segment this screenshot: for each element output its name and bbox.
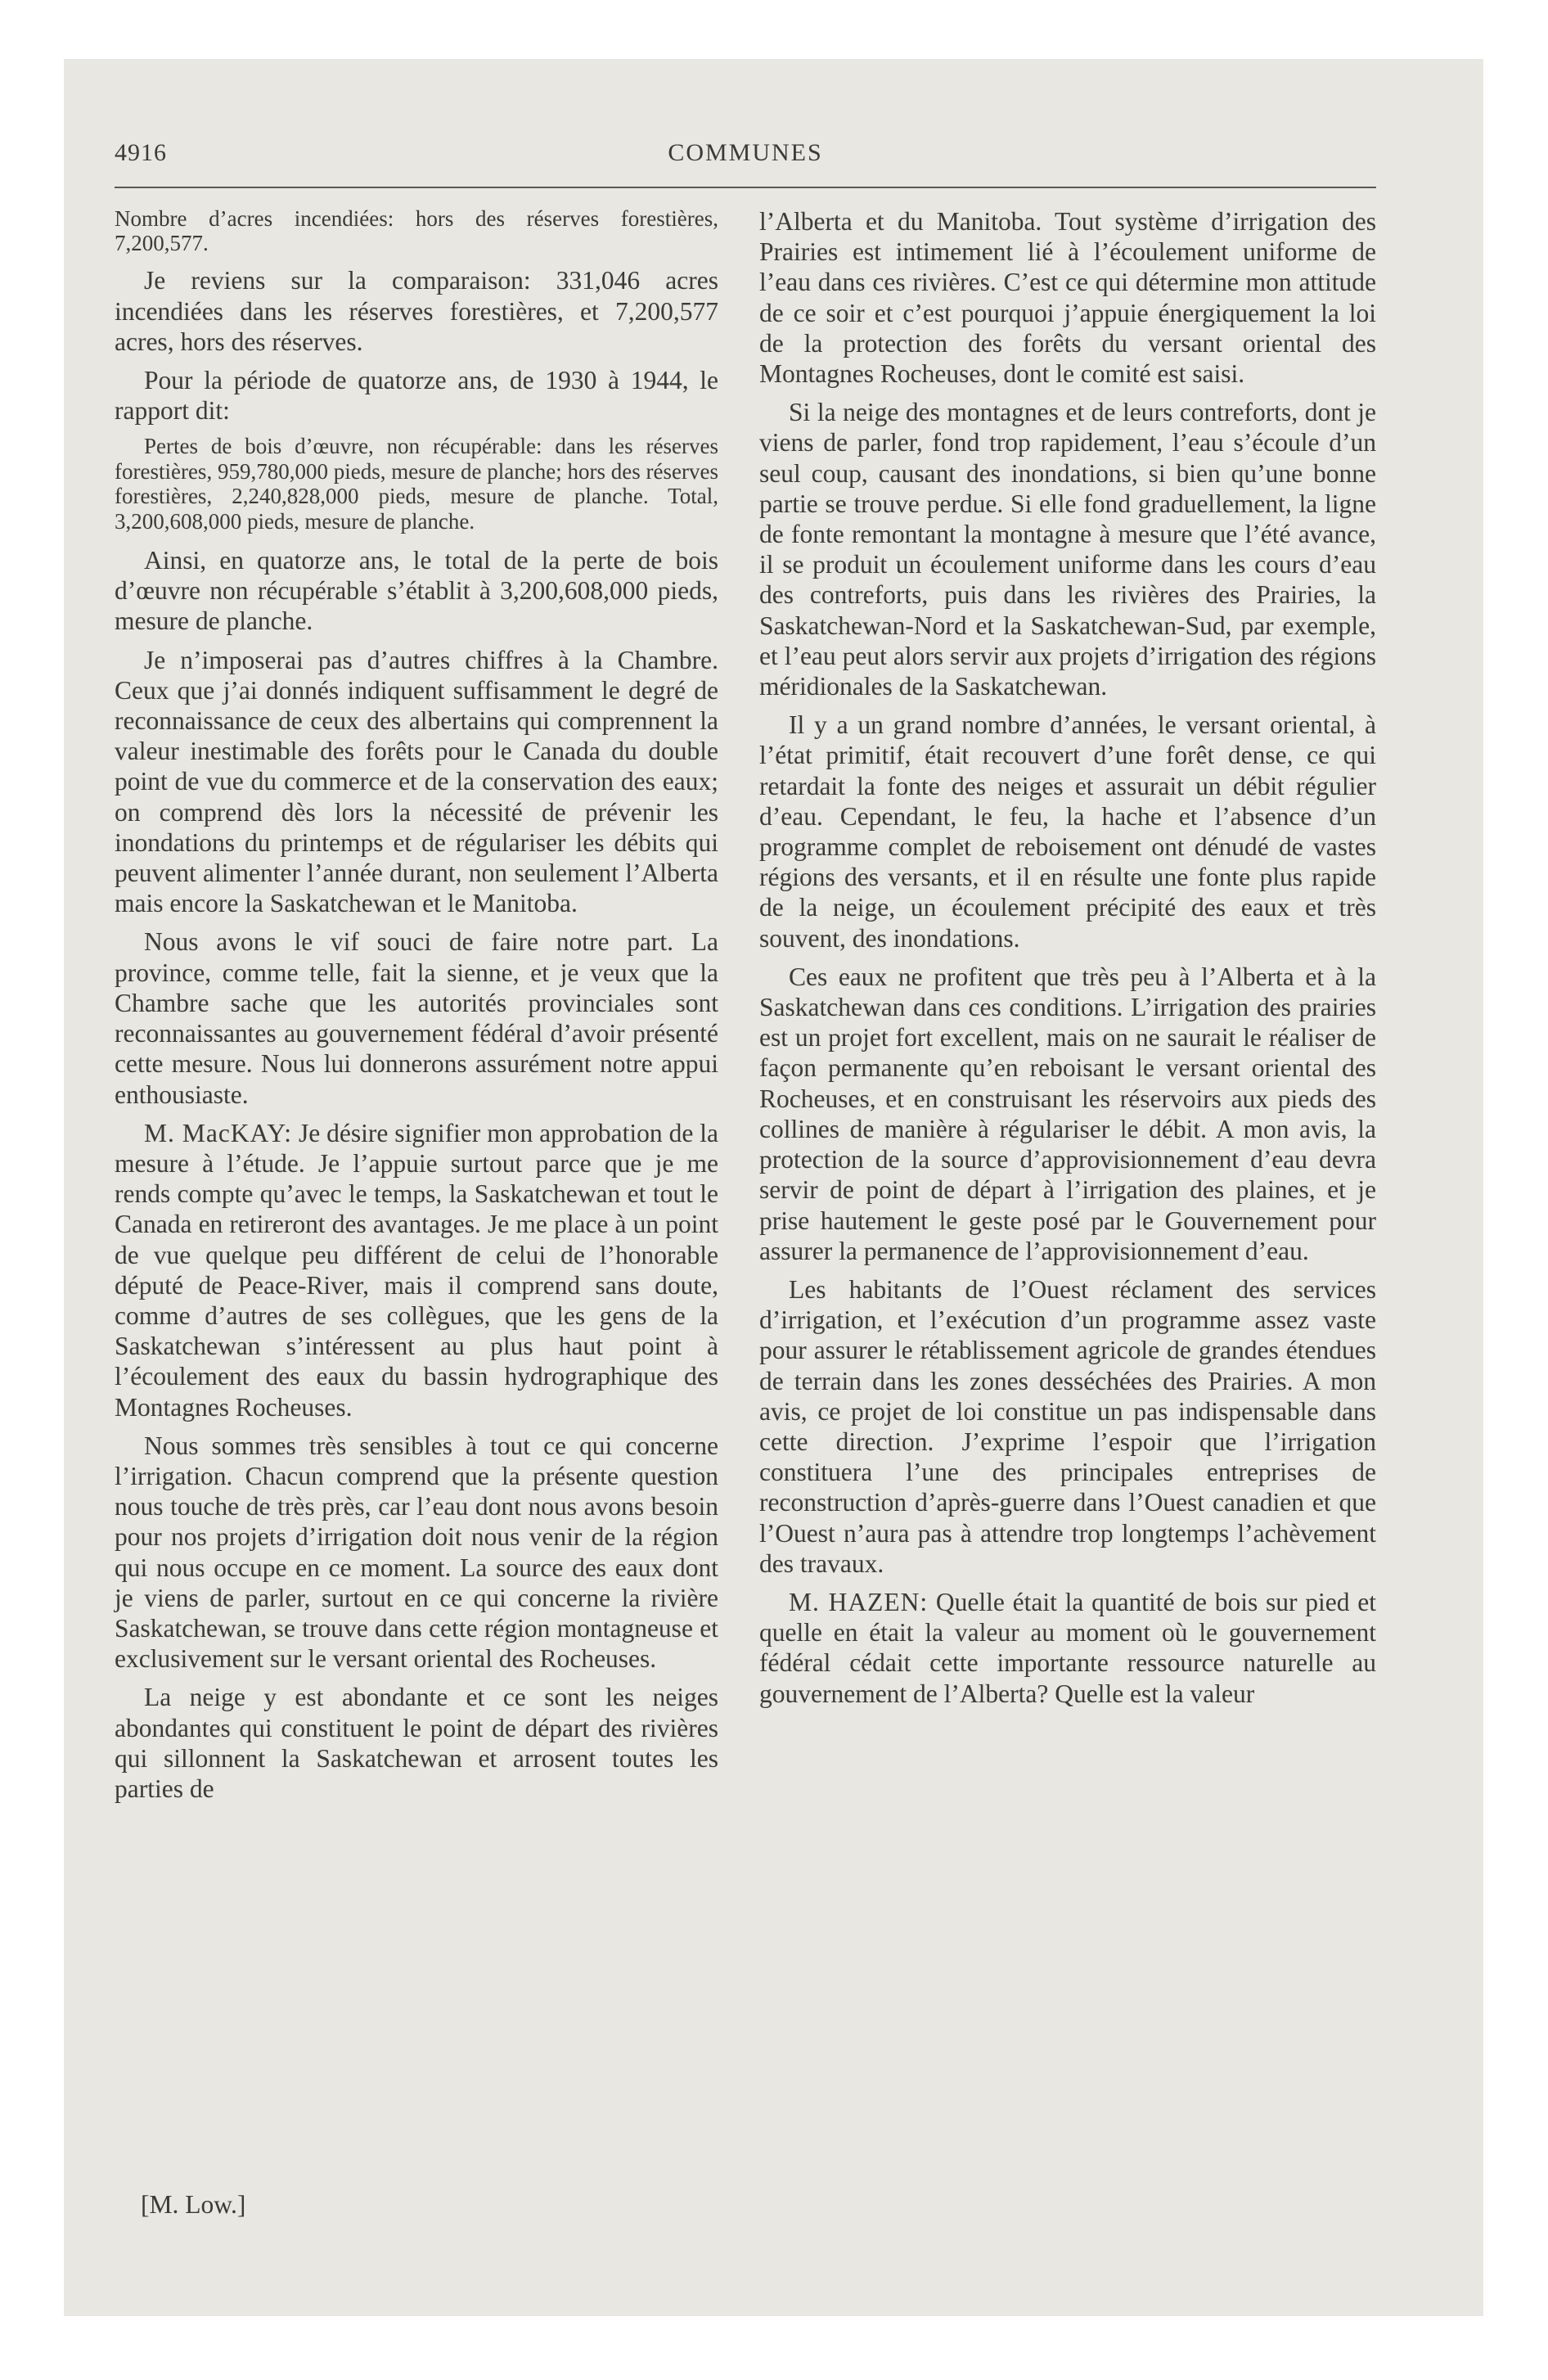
paragraph: Il y a un grand nombre d’années, le versant oriental, à l’état primitif, était recouvert d’une forêt dense, ce qui retardait la fonte des neiges et assurait un débit régulier d’eau. Cependant, le feu, la hache et l’absence d’un programme complet de reboisement ont dénudé de vastes régions des versants, et il en résulte une fonte plus rapide de la neige, un écoulement précipité des eaux et très souvent, des inondations. [759,710,1376,953]
paragraph: Nous avons le vif souci de faire notre part. La province, comme telle, fait la sienne, et je veux que la Chambre sache que les autorités provinciales sont reconnaissantes au gouvernement fédéral d’avoir présenté cette mesure. Nous lui donnerons assurément notre appui enthousiaste. [115,927,718,1109]
paragraph: Ces eaux ne profitent que très peu à l’Alberta et à la Saskatchewan dans ces conditions. L’irrigation des prairies est un projet fort excellent, mais on ne saurait le réaliser de façon permanente qu’en reboisant le versant oriental des Rocheuses, et en construisant les réservoirs aux pieds des collines de manière à régulariser le débit. A mon avis, la protection de la source d’approvisionnement d’eau devra servir de point de départ à l’irrigation des plaines, et je prise hautement le geste posé par le Gouvernement pour assurer la permanence de l’approvisionnement d’eau. [759,962,1376,1265]
paragraph: Nous sommes très sensibles à tout ce qui concerne l’irrigation. Chacun comprend que la présente question nous touche de très près, car l’eau dont nous avons besoin pour nos projets d’irrigation doit nous venir de la région qui nous occupe en ce moment. La source des eaux dont je viens de parler, surtout en ce qui concerne la rivière Saskatchewan, se trouve dans cette région montagneuse et exclusivement sur le versant oriental des Rocheuses. [115,1431,718,1674]
paragraph: Je n’imposerai pas d’autres chiffres à la Chambre. Ceux que j’ai donnés indiquent suffisamment le degré de reconnaissance de ceux des albertains qui comprennent la valeur inestimable des forêts pour le Canada du double point de vue du commerce et de la conservation des eaux; on comprend dès lors la nécessité de prévenir les inondations du printemps et de régulariser les débits qui peuvent alimenter l’année durant, non seulement l’Alberta mais encore la Saskatchewan et le Manitoba. [115,645,718,918]
paragraph: Je reviens sur la comparaison: 331,046 acres incendiées dans les réserves forestières, et 7,200,577 acres, hors des réserves. [115,266,718,356]
speech-paragraph [759,1587,1376,1709]
left-column [115,206,718,1812]
right-column [759,206,1376,1717]
speaker-name: M. MacKAY: [144,1118,293,1147]
paragraph: Ainsi, en quatorze ans, le total de la perte de bois d’œuvre non récupérable s’établit à 3,200,608,000 pieds, mesure de planche. [115,546,718,636]
speech-text: Je désire signifier mon approbation de la mesure à l’étude. Je l’appuie surtout parce que je me rends compte qu’avec le temps, la Saskatchewan et tout le Canada en retireront des avantages. Je me place à un point de vue quelque peu différent de celui de l’honorable député de Peace-River, mais il comprend sans doute, comme d’autres de ses collègues, que les gens de la Saskatchewan s’intéressent au plus haut point à l’écoulement des eaux du bassin hydrographique des Montagnes Rocheuses. [115,1118,718,1422]
paragraph: l’Alberta et du Manitoba. Tout système d’irrigation des Prairies est intimement lié à l’écoulement uniforme de l’eau dans ces rivières. C’est ce qui détermine mon attitude de ce soir et c’est pourquoi j’appuie énergiquement la loi de la protection des forêts du versant oriental des Montagnes Rocheuses, dont le comité est saisi. [759,207,1376,389]
speech-text: Quelle était la quantité de bois sur pied et quelle en était la valeur au moment où le gouvernement fédéral cédait cette importante ressource naturelle au gouvernement de l’Alberta? Quelle est la valeur [759,1587,1377,1708]
paragraph: Nombre d’acres incendiées: hors des réserves forestières, 7,200,577. [115,206,718,256]
quoted-passage: Pertes de bois d’œuvre, non récupérable: dans les réserves forestières, 959,780,000 pieds, mesure de planche; hors des réserves forestières, 2,240,828,000 pieds, mesure de planche. Total, 3,200,608,000 pieds, mesure de planche. [115,434,718,534]
page-title: COMMUNES [668,139,823,166]
page-header [115,139,1376,180]
paragraph: La neige y est abondante et ce sont les neiges abondantes qui constituent le point de départ des rivières qui sillonnent la Saskatchewan et arrosent toutes les parties de [115,1683,718,1803]
paragraph: Pour la période de quatorze ans, de 1930 à 1944, le rapport dit: [115,366,718,426]
speaker-name: M. HAZEN: [789,1587,929,1616]
paragraph: Si la neige des montagnes et de leurs contreforts, dont je viens de parler, fond trop rapidement, l’eau s’écoule d’un seul coup, causant des inondations, si bien qu’une bonne partie se trouve perdue. Si elle fond graduellement, la ligne de fonte remontant la montagne à mesure que l’été avance, il se produit un écoulement uniforme dans les cours d’eau des contreforts, puis dans les rivières des Prairies, la Saskatchewan-Nord et la Saskatchewan-Sud, par exemple, et l’eau peut alors servir aux projets d’irrigation des régions méridionales de la Saskatchewan. [759,398,1376,701]
page-number: 4916 [115,139,167,166]
speech-paragraph [115,1118,718,1422]
header-rule [115,187,1376,188]
speaker-reference: [M. Low.] [141,2190,246,2219]
paragraph: Les habitants de l’Ouest réclament des services d’irrigation, et l’exécution d’un programme assez vaste pour assurer le rétablissement agricole de grandes étendues de terrain dans les zones desséchées des Prairies. A mon avis, ce projet de loi constitue un pas indispensable dans cette direction. J’exprime l’espoir que l’irrigation constituera l’une des principales entreprises de reconstruction d’après-guerre dans l’Ouest canadien et que l’Ouest n’aura pas à attendre trop longtemps l’achèvement des travaux. [759,1274,1376,1578]
